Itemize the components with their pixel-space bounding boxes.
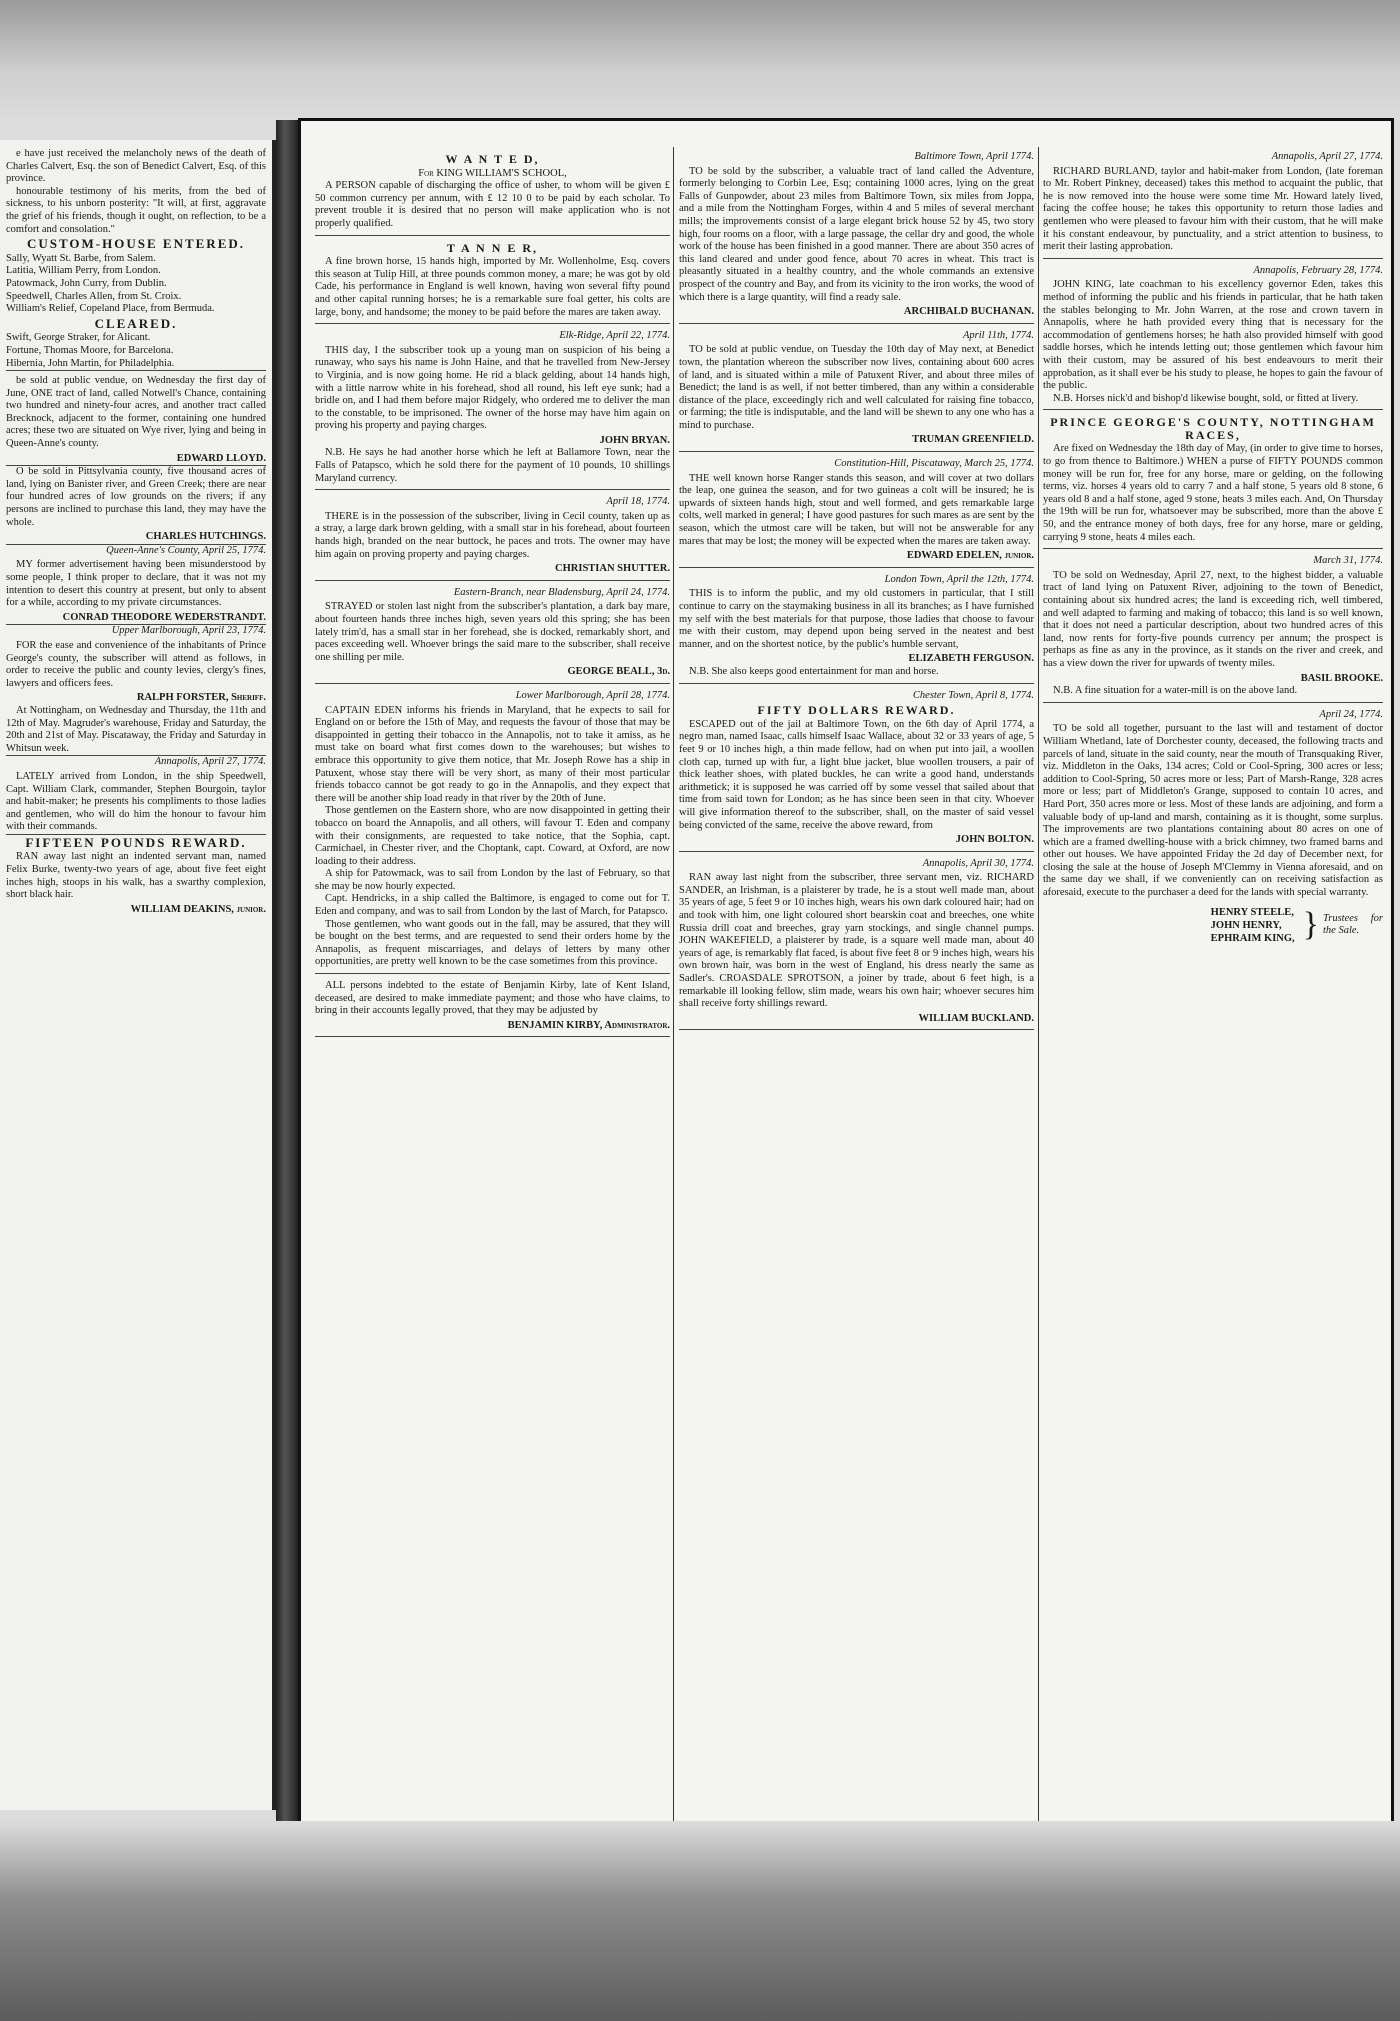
column-rule [673,147,674,1837]
ad-nb: N.B. She also keeps good entertainment for man and horse. [689,665,939,677]
left-nottingham-text: At Nottingham, on Wednesday and Thursday, the 11th and 12th of May. Magruder's warehouse, Friday and Saturday, the 20th and 21st of May. Piscataway, the Friday and Saturday in Whitsun week. [6,705,266,756]
ad-text: A ship for Patowmack, was to sail from London by the last of February, so that she may be now hourly expected. [315,868,670,892]
ad-patuxent-land [1043,555,1383,703]
ad-nottingham-races [1043,416,1383,549]
ad-signature: JOHN BOLTON. [955,834,1034,846]
left-reward-title: FIFTEEN POUNDS REWARD. [25,834,247,850]
left-reward-signature: WILLIAM DEAKINS, junior. [130,903,266,915]
ad-nb: N.B. He says he had another horse which he left at Ballamore Town, near the Falls of Patapsco, which he sold there for the payment of 10 pounds, 10 shillings Maryland currency. [315,447,670,484]
brace-icon: } [1302,906,1319,944]
left-reward-text: RAN away last night an indented servant man, named Felix Burke, twenty-two years of age, about five feet eight inches high, stoops in his walk, has a swarthy complexion, short black hair. [6,851,266,901]
ad-text: CAPTAIN EDEN informs his friends in Maryland, that he expects to sail for England on or before the 15th of May, and requests the favour of those that may be disappointed in getting their tobacco in the Annapolis, not to take it amiss, as he must take on board what first comes down to the warehouses; but wishes to embrace this opportunity to give them notice, that Mr. Joseph Rowe has a ship in Patuxent, whose stay there will be very short, as many of their most particular friends tobacco cannot be got ready to go in the Annapolis, and they expect that there will be another ship load ready in that river by the 20th of June. [315,704,670,804]
left-sale-text: be sold at public vendue, on Wednesday the first day of June, ONE tract of land, called Notwell's Chance, containing two hundred and ninety-four acres, and another tract called Brecknock, adjacent to the former, containing one hundred acres; these two are situated on Wye river, lying and being in Queen-Anne's county. [6,375,266,450]
scan-shadow-bottom [0,1821,1400,2021]
left-queen-date: Queen-Anne's County, April 25, 1774. [106,544,266,556]
ad-text: RICHARD BURLAND, taylor and habit-maker from London, (late foreman to Mr. Robert Pinkney, deceased) takes this method to acquaint the public, that he is now removed into the house were some time Mr. Howard lately lived, facing the coffee house; he takes this opportunity to return those ladies and gentlemen who were pleased to favour him with their custom, that he will make it his constant endeavour, by punctuality, and a strict attention to business, to merit their lasting approbation. [1043,165,1383,253]
ad-text: ALL persons indebted to the estate of Benjamin Kirby, late of Kent Island, deceased, are desired to make immediate payment; and those who have claims, to bring in their accounts legally proved, that they may be adjusted by [315,980,670,1017]
ad-elk-ridge [315,330,670,490]
ad-text: TO be sold by the subscriber, a valuable tract of land called the Adventure, formerly belonging to Corbin Lee, Esq; containing 1000 acres, lying on the great Falls of Gunpowder, about 23 miles from Baltimore Town, six miles from Joppa, and a mile from the Nottingham Forges, within 4 and 5 miles of several merchant mills; the improvements consist of a large elegant brick house 52 by 45, two story high, four rooms on a floor, with a large passage, the cellar dry and good, the whole work of the house has been finished in a good manner. There are about 350 acres of this land cleared and under good fence, about 70 acres in wheat. This tract is pleasantly situated in a healthy country, and the whole commands an extensive prospect of the country and Bay, and from its vicinity to the iron works, the wood of which there is a large quantity, will find a ready sale. [679,165,1034,303]
ad-stray-gelding [315,496,670,581]
left-sale-signature: EDWARD LLOYD. [6,453,266,467]
left-page-column [0,140,272,924]
ad-date: Baltimore Town, April 1774. [914,151,1034,162]
ad-text: Those gentlemen, who want goods out in the fall, may be assured, that they will be bought on the best terms, and are requested to send their orders home by the Annapolis, as frequent miscarriages, and delays of letters by many other opportunities, are pretty well known to be the case sometimes from this province. [315,918,670,968]
left-annapolis-text: LATELY arrived from London, in the ship Speedwell, Capt. William Clark, commander, Stephen Bourgoin, taylor and habit-maker; he presents his compliments to those ladies and gentlemen, who will do him the honour to favour him with their commands. [6,771,266,835]
ad-strayed-mare [315,587,670,684]
ad-text: JOHN KING, late coachman to his excellency governor Eden, takes this method of informing the public and his friends in particular, that he hath taken the stables belonging to Mr. John Warren, at the rose and crown tavern in Annapolis, where he hath provided every thing that is necessary for the accommodation of gentlemens horses; he hath also provided himself with good saddle horses, which he intends letting out; those gentlemen which favour him with their custom, may be assured of his best endeavours to merit their approbation, as it shall ever be his study to please, he hopes to gain the favour of the public. [1043,279,1383,392]
ad-fifty-dollars-reward [679,690,1034,852]
trustee-name: EPHRAIM KING, [1210,932,1295,944]
ad-nb: N.B. Horses nick'd and bishop'd likewise bought, sold, or fitted at livery. [1053,392,1359,404]
left-upper-text: FOR the ease and convenience of the inhabitants of Prince George's county, the subscriber will attend as follows, in order to receive the public and county levies, clergy's fines, lawyers and officers fees. [6,639,266,689]
ad-staymaking [679,574,1034,684]
ad-text: A fine brown horse, 15 hands high, imported by Mr. Wollenholme, Esq. covers this season at Tulip Hill, at three pounds common money, a mare; he was got by old Cade, his performance in England is well known, having won several fifty pound and other capital running horses; he is a remarkable sure foal getter, his colts are large, bony, and handsome; the money to be paid before the mares are taken away. [315,256,670,318]
ad-date: Chester Town, April 8, 1774. [912,689,1034,701]
ad-signature: CHRISTIAN SHUTTER. [555,563,670,575]
ad-signature: JOHN BRYAN. [599,434,670,446]
ad-text: Capt. Hendricks, in a ship called the Baltimore, is engaged to come out for T. Eden and company, and was to sail from London by the last of March, for Patapsco. [315,893,670,918]
ad-text: THIS is to inform the public, and my old customers in particular, that I still continue to carry on the staymaking business in all its branches; as I have furnished my self with the best materials for that purpose, those ladies that choose to favour me with their custom, may depend upon being served in the neatest and best manner, and on the shortest notice, by the public's humble servant, [679,588,1034,650]
column-2 [679,151,1034,1841]
column-rule [1038,147,1039,1837]
ad-whetland-estate [1043,709,1383,949]
right-page [298,118,1394,1853]
left-text: honourable testimony of his merits, from the bed of sickness, to his unborn posterity: "It will, at first, aggravate the grief of his friends, though it ought, on reflection, to be a comfort and consolation." [6,185,266,235]
left-upper-signature: RALPH FORSTER, Sheriff. [136,692,266,704]
ad-runaway-servants [679,858,1034,1031]
ad-date: Annapolis, February 28, 1774. [1253,264,1383,276]
left-queen-signature: CONRAD THEODORE WEDERSTRANDT. [6,612,266,626]
ad-date: Annapolis, April 27, 1774. [1271,151,1383,162]
ad-date: Annapolis, April 30, 1774. [922,857,1034,869]
scan-shadow-top [0,0,1400,120]
ad-adventure-tract [679,151,1034,324]
ad-signature: ELIZABETH FERGUSON. [908,653,1034,665]
ad-date: April 18, 1774. [606,496,670,508]
ad-text: Are fixed on Wednesday the 18th day of May, (in order to give time to horses, to go from thence to Baltimore.) WHEN a purse of FIFTY POUNDS common money will be run for, free for any horse, mare or gelding, on the following terms, viz. horses 4 years old to carry 7 and a half stone, 5 years old 8 stone, 6 years old 8 and a half stone, aged 9 stone, heats 3 miles each. And, On Thursday the 19th will be run for, whatsoever may be subscribed, more than the above £ 50, and the entrance money of both days, free for any horse, mare or gelding, carrying 9 stone, heats 4 miles each. [1043,443,1383,543]
trustee-name: JOHN HENRY, [1210,919,1282,931]
ad-text: THIS day, I the subscriber took up a young man on suspicion of his being a runaway, who says his name is John Haine, and that he travelled from New-Jersey to Virginia, and is now going home. He rid a black gelding, about 14 hands high, with a little narrow white in his forehead, shod all round, his left eye sunk; had a bridle on, and I had them before major Ridgely, who ordered me to deliver the man to the constable, to be imprisoned. The owner of the horse may have him again on proving his property and paying charges. [315,344,670,432]
ad-kirby-estate [315,980,670,1037]
entered-item: Speedwell, Charles Allen, from St. Croix. [6,290,182,302]
entered-item: Patowmack, John Curry, from Dublin. [6,277,167,289]
left-annapolis-date: Annapolis, April 27, 1774. [154,756,266,768]
ad-text: TO be sold at public vendue, on Tuesday the 10th day of May next, at Benedict town, the plantation whereon the subscriber now lives, containing about 600 acres of land, and is situated within a mile of Patuxent River, and about three miles of Benedict; the land is as well, if not better timbered, than any within a considerable distance of the place, exceedingly rich and well calculated for raising fine tobacco, or farming; the title is indisputable, and the land will be shewn to any one who has a mind to purchase. [679,344,1034,431]
ad-date: Eastern-Branch, near Bladensburg, April 24, 1774. [453,586,670,598]
left-queen-text: MY former advertisement having been misunderstood by some people, I think proper to declare, that it was not my intention to desert this country at present, but only to absent for a while, according to my private circumstances. [6,559,266,609]
cleared-item: Fortune, Thomas Moore, for Barcelona. [6,344,174,356]
ad-signature: EDWARD EDELEN, junior. [906,550,1034,562]
ad-subtitle: For KING WILLIAM'S SCHOOL, [418,167,567,179]
trustee-names [1211,906,1295,945]
ad-signature: BENJAMIN KIRBY, Administrator. [507,1019,670,1031]
ad-text: TO be sold all together, pursuant to the last will and testament of doctor William Whetland, late of Dorchester county, deceased, the following tracts and parcels of land, situate in the said county, near the mouth of Transquaking River, viz. Middleton in the Oaks, 134 acres; Cold or Cool-Spring, 300 acres or less; addition to Cool-Spring, 50 acres more or less; Part of Marsh-Range, 328 acres more or less; part of Middleton's Grange, supposed to contain 10 acres, and Hard Port, 350 acres more or less. Most of these lands are adjoining, and form a valuable body of up-land and marsh, containing as it is thought, some surplus. The improvements are two plantations containing about 80 acres on one of which are a framed dwelling-house with a brick chimney, two framed barns and other out houses. We have appointed Friday the 2d day of December next, for closing the sale at the house of Joseph M'Clemmy in Vienna aforesaid, and on the same day we shall, if we conveniently can on receiving satisfaction as aforesaid, execute to the purchaser a deed for the lands with special warranty. [1043,723,1383,899]
ad-text: STRAYED or stolen last night from the subscriber's plantation, a dark bay mare, about fourteen hands three inches high, seven years old this spring; she has been lately trim'd, has a small star in her forehead, she is docked, remarkably short, and paces exceeding well. Whoever brings the said mare to the subscriber, shall receive one shilling per mile. [315,601,670,663]
ad-signature: BASIL BROOKE. [1300,672,1383,684]
left-text: e have just received the melancholy news of the death of Charles Calvert, Esq. the son of Benedict Calvert, Esq. of this province. [6,148,266,185]
cleared-title: CLEARED. [94,315,178,331]
ad-nb: N.B. A fine situation for a water-mill is on the above land. [1053,685,1298,697]
ad-benedict-plantation [679,330,1034,452]
ad-date: London Town, April the 12th, 1774. [884,573,1034,585]
ad-title: T A N N E R, [446,240,539,255]
ad-text: TO be sold on Wednesday, April 27, next, to the highest bidder, a valuable tract of land lying on Patuxent River, adjoining to the town of Benedict, containing about six hundred acres; the land is exceeding rich, well timbered, and well adapted to farming and making of tobacco; this land is so well known, that it does not need a particular description, about two hundred acres of this land, now rents for forty-five pounds currency per annum; the prospect is perhaps as fine as any in the province, as it stands on the river and creek, and has a view down the river for upwards of twenty miles. [1043,569,1383,669]
ad-date: April 11th, 1774. [963,329,1034,341]
ad-signature: GEORGE BEALL, 3d. [567,666,670,678]
custom-house-title: CUSTOM-HOUSE ENTERED. [26,236,245,252]
ad-text: THERE is in the possession of the subscriber, living in Cecil county, taken up as a stray, a large dark brown gelding, with a small star in his forehead, about fourteen hands high, branded on the near buttock, he paces and trots. The owner may have him again on proving property and paying charges. [315,510,670,560]
ad-john-king-stables [1043,265,1383,411]
trustees-label: Trustees for the Sale. [1323,912,1383,937]
trustee-name: HENRY STEELE, [1210,906,1294,918]
left-sale2-signature: CHARLES HUTCHINGS. [6,531,266,545]
ad-signature: ARCHIBALD BUCHANAN. [903,306,1034,318]
ad-text: Those gentlemen on the Eastern shore, who are now disappointed in getting their tobacco on board the Annapolis, and all others, will favour T. Eden and company with their consignments, are requested to take notice, that the Sophia, capt. Carmichael, in Chester river, and the Choptank, capt. Coward, at Oxford, are now loading to their address. [315,805,670,867]
left-upper-date: Upper Marlborough, April 23, 1774. [111,625,266,637]
ad-captain-eden [315,690,670,974]
entered-item: Sally, Wyatt St. Barbe, from Salem. [6,252,156,264]
book-gutter [276,120,298,1830]
column-3 [1043,151,1383,1841]
ad-date: March 31, 1774. [1313,555,1383,567]
entered-item: Latitia, William Perry, from London. [6,265,161,277]
ad-wanted-usher [315,153,670,236]
ad-title: W A N T E D, [445,152,540,166]
cleared-item: Swift, George Straker, for Alicant. [6,332,151,344]
ad-signature: WILLIAM BUCKLAND. [918,1012,1034,1024]
ad-date: Constitution-Hill, Piscataway, March 25, 1774. [834,458,1034,470]
ad-horse-ranger [679,458,1034,568]
left-sale2-text: O be sold in Pittsylvania county, five thousand acres of land, lying on Banister river, and Green Creek; there are near four hundred acres of low grounds on the rivers; if any persons are inclined to purchase this land, they may have the whole. [6,466,266,528]
ad-text: A PERSON capable of discharging the office of usher, to whom will be given £ 50 common currency per annum, with £ 12 10 0 to be paid by each scholar. To prevent trouble it is desired that no person will make application who is not properly qualified. [315,180,670,229]
column-1 [315,151,670,1841]
cleared-item: Hibernia, John Martin, for Philadelphia. [6,358,266,372]
ad-burland-taylor [1043,151,1383,259]
ad-text: ESCAPED out of the jail at Baltimore Town, on the 6th day of April 1774, a negro man, named Isaac, calls himself Isaac Wallace, about 32 or 33 years of age, 5 feet 9 or 10 inches high, a thin made fellow, had on when put into jail, a woollen cloth cap, turned up with fur, a light blue jacket, blue woollen trousers, a pair of thick leather shoes, with plated buckles, he can write a good hand, understands arithmetick; it is supposed he was carried off by some vessel that sailed about that time from said town for London; as he has since been seen in that city. Whoever will give information thereof to the subscriber, shall, on the master of said vessel being convicted of the same, receive the above reward, from [679,718,1034,831]
left-page [0,140,276,1810]
ad-title: PRINCE GEORGE'S COUNTY, NOTTINGHAM RACES, [1050,415,1376,442]
ad-title: FIFTY DOLLARS REWARD. [757,703,956,718]
ad-tanner-horse [315,242,670,325]
ad-text: THE well known horse Ranger stands this season, and will cover at two dollars the leap, one guinea the season, and for two guineas a colt will be insured; he is upwards of sixteen hands high, stout and well formed, and gets remarkable large colts, well marked in general; I have good pastures for such mares as are sent by the season, which the utmost care will be taken, but will not be answerable for any mares that may be lost; the money will be expected when the mares are taken away. [679,472,1034,547]
entered-item: William's Relief, Copeland Place, from Bermuda. [6,303,215,315]
ad-signature: TRUMAN GREENFIELD. [912,434,1034,446]
ad-date: Elk-Ridge, April 22, 1774. [559,330,670,342]
trustees-block [1043,906,1383,945]
ad-text: RAN away last night from the subscriber, three servant men, viz. RICHARD SANDER, an Irishman, is a plaisterer by trade, he is a stout well made man, about 35 years of age, 5 feet 9 or 10 inches high, wears his own dark coloured hair; had on and took with him, one light coloured short bearskin coat and breeches, one white Russia drill coat and breeches, gray yarn stockings, and single channel pumps. JOHN WAKEFIELD, a plaisterer by trade, is a square well made man, about 40 years of age, is remarkably flat faced, is about five feet 8 or 9 inches high, wears his own brown hair, was born in the west of England, his dress nearly the same as Sadler's. CROASDALE SPROTSON, a joiner by trade, about 6 feet high, is a remarkable ill looking fellow, slim made, wears his own hair; whoever secures him shall receive forty shillings reward. [679,872,1034,1010]
ad-date: April 24, 1774. [1319,708,1383,720]
ad-date: Lower Marlborough, April 28, 1774. [515,689,670,701]
